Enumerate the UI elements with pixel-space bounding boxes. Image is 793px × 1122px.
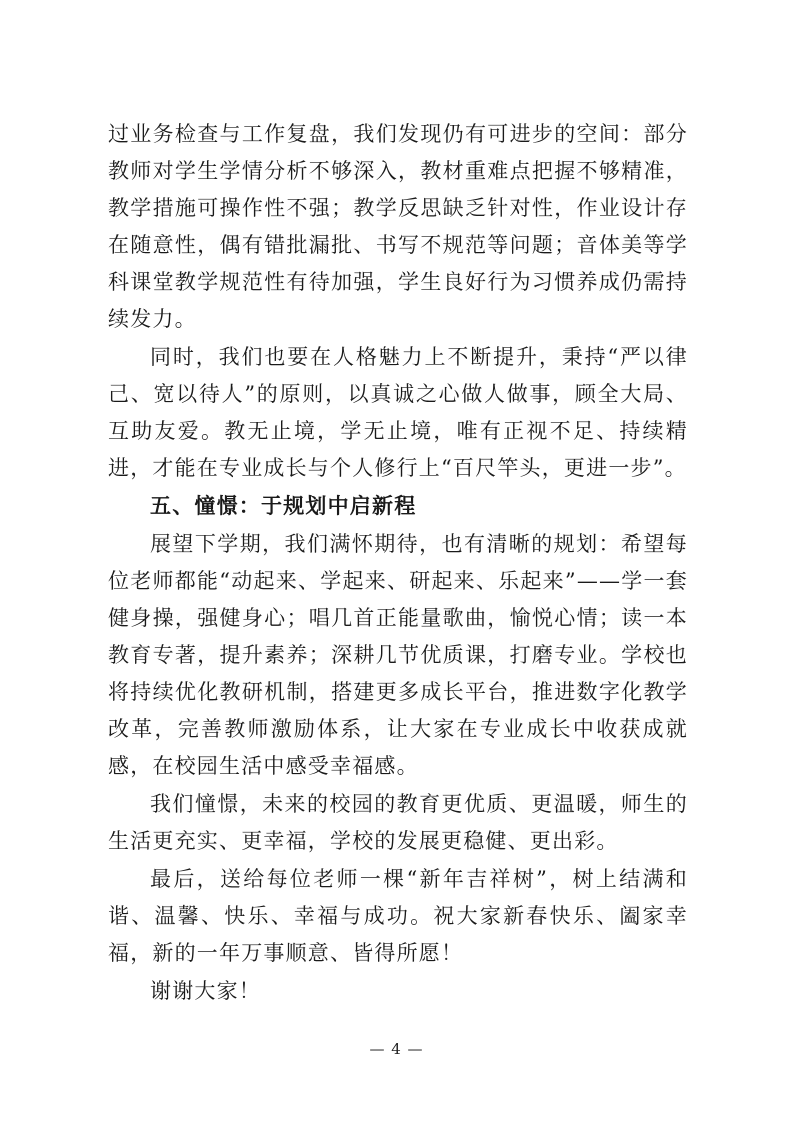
paragraph-continued-review: 过业务检查与工作复盘，我们发现仍有可进步的空间：部分教师对学生学情分析不够深入，教材重难点把握不够精准，教学措施可操作性不强；教学反思缺乏针对性，作业设计存在随意性，偶有错批漏批、书写不规范等问题；音体美等学科课堂教学规范性有待加强，学生良好行为习惯养成仍需持续发力。 — [108, 122, 688, 331]
paragraph-personal-charm: 同时，我们也要在人格魅力上不断提升，秉持“严以律己、宽以待人”的原则，以真诚之心做人做事，顾全大局、互助友爱。教无止境，学无止境，唯有正视不足、持续精进，才能在专业成长与个人修行上“百尺竿头，更进一步”。 — [108, 345, 688, 480]
page-number: — 4 — — [369, 1040, 424, 1058]
paragraph-thanks: 谢谢大家！ — [150, 979, 261, 1003]
paragraph-new-year-wishes: 最后，送给每位老师一棵“新年吉祥树”，树上结满和谐、温馨、快乐、幸福与成功。祝大家新春快乐、阖家幸福，新的一年万事顺意、皆得所愿！ — [108, 867, 688, 965]
document-body — [108, 116, 688, 1011]
paragraph-next-semester-plan: 展望下学期，我们满怀期待，也有清晰的规划：希望每位老师都能“动起来、学起来、研起来、乐起来”——学一套健身操，强健身心；唱几首正能量歌曲，愉悦心情；读一本教育专著，提升素养；深耕几节优质课，打磨专业。学校也将持续优化教研机制，搭建更多成长平台，推进数字化教学改革，完善教师激励体系，让大家在专业成长中收获成就感，在校园生活中感受幸福感。 — [108, 532, 688, 778]
section-heading-five: 五、憧憬：于规划中启新程 — [150, 494, 417, 518]
paragraph-vision: 我们憧憬，未来的校园的教育更优质、更温暖，师生的生活更充实、更幸福，学校的发展更稳健、更出彩。 — [108, 792, 688, 853]
